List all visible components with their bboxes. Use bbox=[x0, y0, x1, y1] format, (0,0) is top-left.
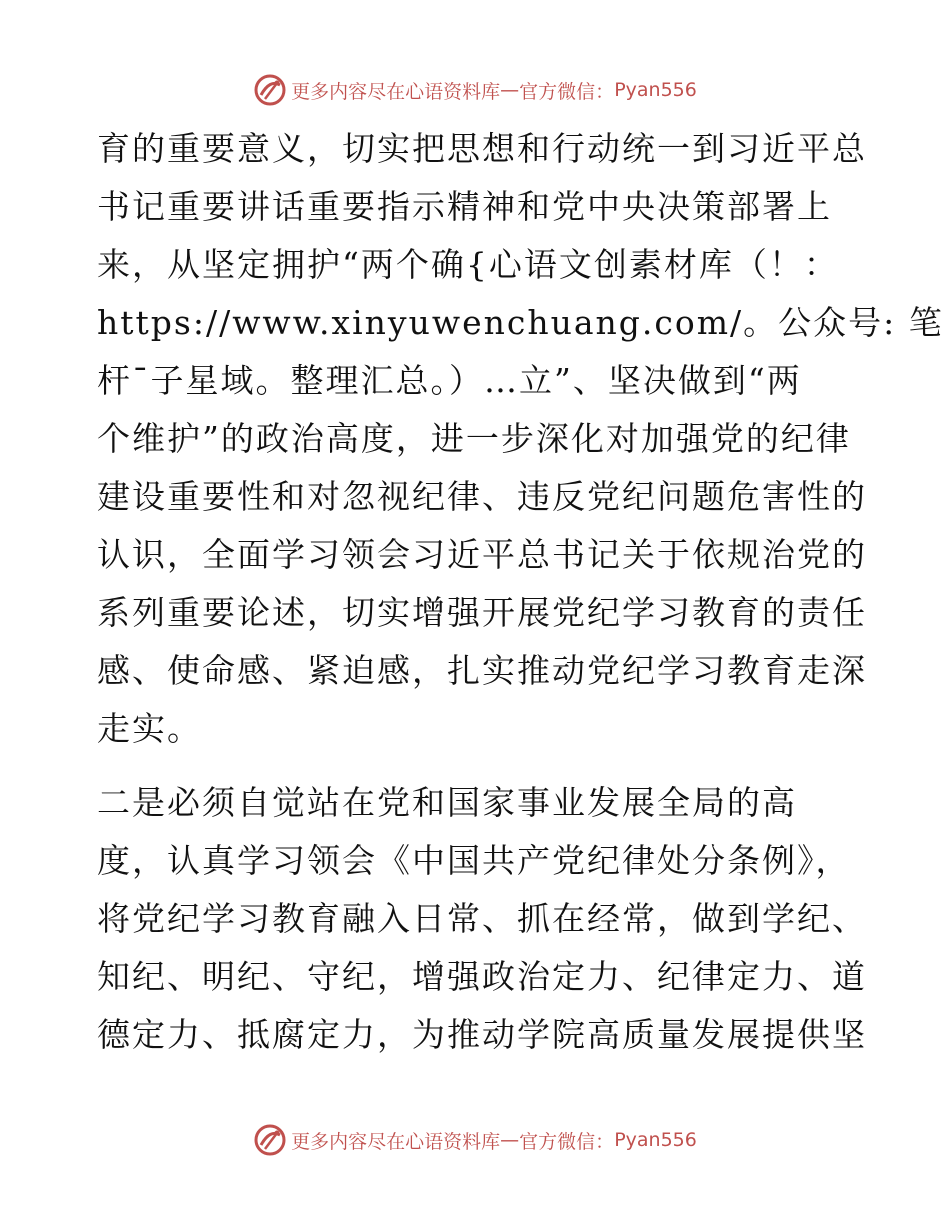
watermark-separator: — bbox=[500, 79, 520, 101]
text-line: 感、使命感、紧迫感，扎实推动党纪学习教育走深 bbox=[97, 651, 867, 690]
watermark-wechat-label: 官方微信： bbox=[519, 80, 615, 103]
watermark-wechat-id: Pyan556 bbox=[614, 1129, 697, 1151]
text-line: 育的重要意义，切实把思想和行动统一到习近平总 bbox=[97, 129, 867, 168]
watermark-wechat-id: Pyan556 bbox=[614, 79, 697, 101]
brand-logo-icon bbox=[253, 73, 287, 107]
text-line: https://www.xinyuwenchuang.com/。公众号: 笔 bbox=[97, 303, 944, 342]
watermark-brand: 更多内容尽在心语资料库 bbox=[291, 80, 501, 103]
brand-logo-icon bbox=[253, 1123, 287, 1157]
text-line: 建设重要性和对忽视纪律、违反党纪问题危害性的 bbox=[97, 477, 867, 516]
text-line: 来，从坚定拥护“两个确{心语文创素材库（！： bbox=[97, 245, 839, 284]
text-line: 认识，全面学习领会习近平总书记关于依规治党的 bbox=[97, 535, 867, 574]
watermark-footer bbox=[0, 1120, 950, 1160]
text-line: 二是必须自觉站在党和国家事业发展全局的高 bbox=[97, 783, 797, 822]
paragraph-1 bbox=[97, 120, 944, 758]
watermark-wechat-label: 官方微信： bbox=[519, 1130, 615, 1153]
text-line: 系列重要论述，切实增强开展党纪学习教育的责任 bbox=[97, 593, 867, 632]
watermark-header bbox=[0, 70, 950, 110]
paragraph-2 bbox=[97, 774, 867, 1064]
text-line: 知纪、明纪、守纪，增强政治定力、纪律定力、道 bbox=[97, 957, 867, 996]
text-line: 个维护”的政治高度，进一步深化对加强党的纪律 bbox=[97, 419, 851, 458]
text-line: 走实。 bbox=[97, 709, 202, 748]
text-line: 度，认真学习领会《中国共产党纪律处分条例》， bbox=[97, 841, 851, 880]
watermark-separator: — bbox=[500, 1129, 520, 1151]
text-line: 德定力、抵腐定力，为推动学院高质量发展提供坚 bbox=[97, 1015, 867, 1054]
text-line: 书记重要讲话重要指示精神和党中央决策部署上 bbox=[97, 187, 832, 226]
text-line: 将党纪学习教育融入日常、抓在经常，做到学纪、 bbox=[97, 899, 867, 938]
text-line: 杆¯子星域。整理汇总。）…立”、坚决做到“两 bbox=[97, 361, 802, 400]
watermark-brand: 更多内容尽在心语资料库 bbox=[291, 1130, 501, 1153]
document-body bbox=[97, 120, 944, 1064]
